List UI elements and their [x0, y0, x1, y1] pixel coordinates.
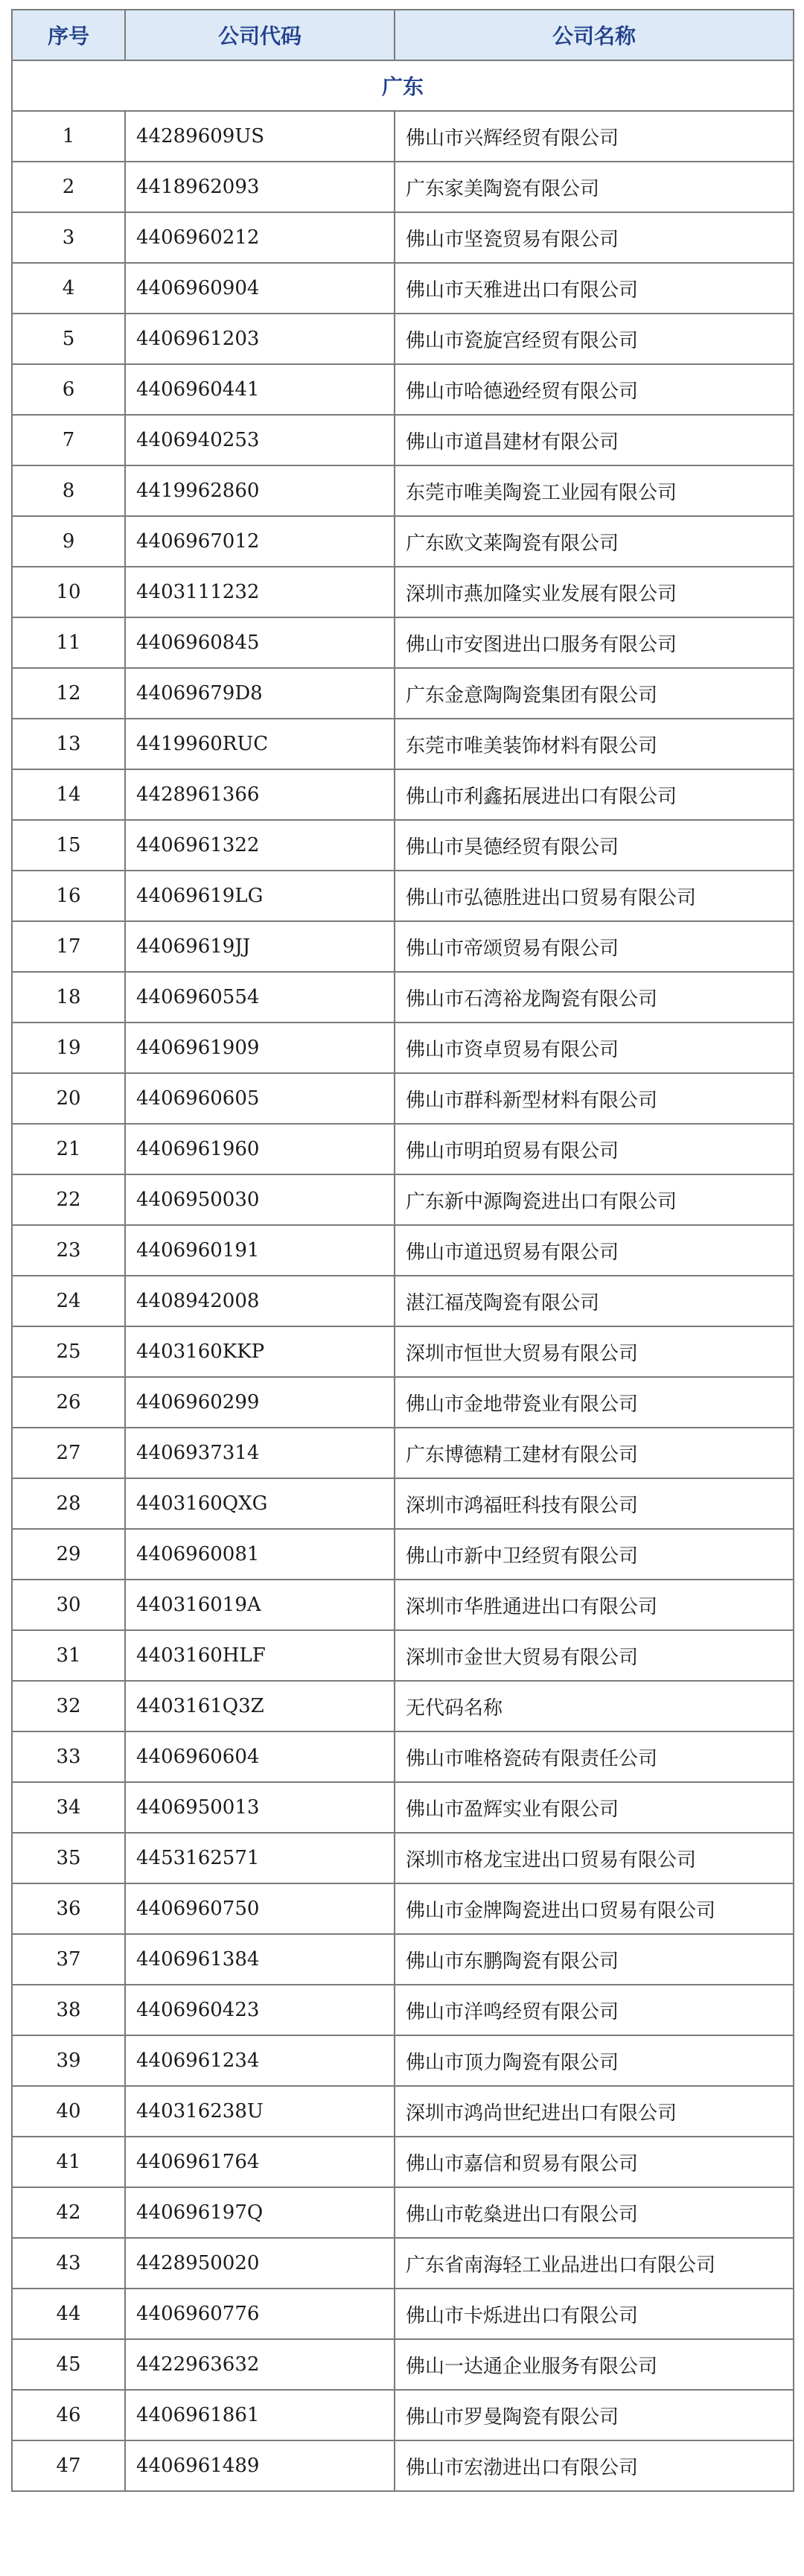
table-row — [12, 921, 794, 972]
row-name: 深圳市格龙宝进出口贸易有限公司 — [395, 1833, 794, 1883]
row-code: 4403160KKP — [125, 1326, 395, 1377]
row-code: 4422963632 — [125, 2339, 395, 2390]
row-code: 440316238U — [125, 2086, 395, 2137]
row-name: 广东博德精工建材有限公司 — [395, 1428, 794, 1478]
row-code: 4428961366 — [125, 769, 395, 820]
table-row — [12, 1681, 794, 1731]
row-code: 4406961203 — [125, 314, 395, 364]
row-code: 4406960904 — [125, 263, 395, 314]
row-code: 44069619LG — [125, 871, 395, 921]
row-code: 440696197Q — [125, 2187, 395, 2238]
table-row — [12, 719, 794, 769]
table-row — [12, 1580, 794, 1630]
table-row — [12, 1883, 794, 1934]
header-name: 公司名称 — [395, 10, 794, 60]
row-index: 20 — [12, 1073, 125, 1124]
row-index: 29 — [12, 1529, 125, 1580]
row-name: 佛山市弘德胜进出口贸易有限公司 — [395, 871, 794, 921]
row-code: 4406960212 — [125, 212, 395, 263]
row-index: 37 — [12, 1934, 125, 1985]
row-code: 4428950020 — [125, 2238, 395, 2289]
row-name: 佛山市道迅贸易有限公司 — [395, 1225, 794, 1276]
table-row — [12, 1934, 794, 1985]
row-code: 4406950030 — [125, 1174, 395, 1225]
section-row — [12, 60, 794, 111]
row-index: 13 — [12, 719, 125, 769]
table-row — [12, 415, 794, 465]
table-row — [12, 364, 794, 415]
row-code: 4406960750 — [125, 1883, 395, 1934]
row-code: 4406960423 — [125, 1985, 395, 2035]
table-row — [12, 1428, 794, 1478]
row-name: 佛山市金牌陶瓷进出口贸易有限公司 — [395, 1883, 794, 1934]
row-name: 佛山市金地带瓷业有限公司 — [395, 1377, 794, 1428]
row-name: 佛山市嘉信和贸易有限公司 — [395, 2137, 794, 2187]
table-row — [12, 1073, 794, 1124]
table-row — [12, 314, 794, 364]
row-name: 深圳市华胜通进出口有限公司 — [395, 1580, 794, 1630]
row-index: 23 — [12, 1225, 125, 1276]
row-name: 东莞市唯美陶瓷工业园有限公司 — [395, 465, 794, 516]
row-name: 东莞市唯美装饰材料有限公司 — [395, 719, 794, 769]
row-name: 湛江福茂陶瓷有限公司 — [395, 1276, 794, 1326]
row-name: 佛山市资卓贸易有限公司 — [395, 1023, 794, 1073]
row-name: 广东家美陶瓷有限公司 — [395, 162, 794, 212]
header-code: 公司代码 — [125, 10, 395, 60]
row-code: 4403111232 — [125, 567, 395, 617]
row-name: 佛山市宏渤进出口有限公司 — [395, 2440, 794, 2491]
table-row — [12, 972, 794, 1023]
table-row — [12, 2187, 794, 2238]
row-name: 佛山市石湾裕龙陶瓷有限公司 — [395, 972, 794, 1023]
table-row — [12, 2440, 794, 2491]
row-index: 7 — [12, 415, 125, 465]
row-name: 佛山市兴辉经贸有限公司 — [395, 111, 794, 162]
row-code: 4418962093 — [125, 162, 395, 212]
table-row — [12, 111, 794, 162]
row-code: 4406961960 — [125, 1124, 395, 1174]
table-row — [12, 516, 794, 567]
row-code: 4406937314 — [125, 1428, 395, 1478]
row-index: 36 — [12, 1883, 125, 1934]
row-index: 40 — [12, 2086, 125, 2137]
table-row — [12, 1529, 794, 1580]
row-code: 4419960RUC — [125, 719, 395, 769]
row-name: 佛山市天雅进出口有限公司 — [395, 263, 794, 314]
row-code: 4406960845 — [125, 617, 395, 668]
row-name: 佛山市道昌建材有限公司 — [395, 415, 794, 465]
row-name: 佛山市罗曼陶瓷有限公司 — [395, 2390, 794, 2440]
row-index: 22 — [12, 1174, 125, 1225]
row-code: 4403160HLF — [125, 1630, 395, 1681]
row-name: 深圳市鸿福旺科技有限公司 — [395, 1478, 794, 1529]
row-code: 4406961322 — [125, 820, 395, 871]
row-index: 1 — [12, 111, 125, 162]
row-index: 35 — [12, 1833, 125, 1883]
row-code: 44289609US — [125, 111, 395, 162]
row-code: 4406961861 — [125, 2390, 395, 2440]
table-header — [12, 10, 794, 60]
table-body — [12, 60, 794, 2491]
row-index: 8 — [12, 465, 125, 516]
row-name: 佛山市新中卫经贸有限公司 — [395, 1529, 794, 1580]
row-code: 4403160QXG — [125, 1478, 395, 1529]
table-row — [12, 2289, 794, 2339]
row-index: 41 — [12, 2137, 125, 2187]
row-name: 佛山市顶力陶瓷有限公司 — [395, 2035, 794, 2086]
table-row — [12, 1630, 794, 1681]
row-index: 9 — [12, 516, 125, 567]
row-index: 14 — [12, 769, 125, 820]
row-name: 佛山市东鹏陶瓷有限公司 — [395, 1934, 794, 1985]
row-code: 4408942008 — [125, 1276, 395, 1326]
section-title: 广东 — [12, 60, 794, 111]
table-row — [12, 1326, 794, 1377]
row-name: 佛山市群科新型材料有限公司 — [395, 1073, 794, 1124]
row-code: 4406961909 — [125, 1023, 395, 1073]
row-index: 31 — [12, 1630, 125, 1681]
row-index: 25 — [12, 1326, 125, 1377]
table-row — [12, 1833, 794, 1883]
table-row — [12, 1377, 794, 1428]
row-index: 16 — [12, 871, 125, 921]
row-name: 佛山市帝颂贸易有限公司 — [395, 921, 794, 972]
row-code: 4406960604 — [125, 1731, 395, 1782]
row-index: 42 — [12, 2187, 125, 2238]
row-name: 佛山市利鑫拓展进出口有限公司 — [395, 769, 794, 820]
row-index: 33 — [12, 1731, 125, 1782]
row-index: 47 — [12, 2440, 125, 2491]
table-row — [12, 1174, 794, 1225]
table-row — [12, 1225, 794, 1276]
row-index: 46 — [12, 2390, 125, 2440]
row-name: 佛山市唯格瓷砖有限责任公司 — [395, 1731, 794, 1782]
table-row — [12, 2137, 794, 2187]
table-row — [12, 1023, 794, 1073]
row-code: 4419962860 — [125, 465, 395, 516]
row-code: 4406960441 — [125, 364, 395, 415]
row-name: 佛山市昊德经贸有限公司 — [395, 820, 794, 871]
row-name: 佛山市洋鸣经贸有限公司 — [395, 1985, 794, 2035]
row-index: 10 — [12, 567, 125, 617]
row-index: 43 — [12, 2238, 125, 2289]
row-code: 4453162571 — [125, 1833, 395, 1883]
row-name: 深圳市金世大贸易有限公司 — [395, 1630, 794, 1681]
row-index: 32 — [12, 1681, 125, 1731]
table-row — [12, 871, 794, 921]
row-index: 44 — [12, 2289, 125, 2339]
row-index: 21 — [12, 1124, 125, 1174]
row-index: 19 — [12, 1023, 125, 1073]
row-name: 佛山市卡烁进出口有限公司 — [395, 2289, 794, 2339]
row-index: 45 — [12, 2339, 125, 2390]
table-row — [12, 212, 794, 263]
row-name: 广东欧文莱陶瓷有限公司 — [395, 516, 794, 567]
row-index: 3 — [12, 212, 125, 263]
row-code: 4403161Q3Z — [125, 1681, 395, 1731]
table-row — [12, 1985, 794, 2035]
table-row — [12, 1276, 794, 1326]
row-code: 44069619JJ — [125, 921, 395, 972]
row-name: 深圳市恒世大贸易有限公司 — [395, 1326, 794, 1377]
row-name: 广东新中源陶瓷进出口有限公司 — [395, 1174, 794, 1225]
table-row — [12, 1478, 794, 1529]
row-name: 佛山市哈德逊经贸有限公司 — [395, 364, 794, 415]
row-index: 6 — [12, 364, 125, 415]
row-code: 4406960776 — [125, 2289, 395, 2339]
row-name: 佛山市明珀贸易有限公司 — [395, 1124, 794, 1174]
row-code: 44069679D8 — [125, 668, 395, 719]
table-row — [12, 2238, 794, 2289]
row-name: 佛山市安图进出口服务有限公司 — [395, 617, 794, 668]
row-name: 广东省南海轻工业品进出口有限公司 — [395, 2238, 794, 2289]
table-row — [12, 2339, 794, 2390]
row-code: 4406960554 — [125, 972, 395, 1023]
table-row — [12, 617, 794, 668]
row-code: 4406961489 — [125, 2440, 395, 2491]
row-code: 4406960081 — [125, 1529, 395, 1580]
row-index: 5 — [12, 314, 125, 364]
table-row — [12, 1124, 794, 1174]
table-row — [12, 567, 794, 617]
row-index: 17 — [12, 921, 125, 972]
row-index: 15 — [12, 820, 125, 871]
header-index: 序号 — [12, 10, 125, 60]
row-name: 佛山市坚瓷贸易有限公司 — [395, 212, 794, 263]
row-name: 深圳市燕加隆实业发展有限公司 — [395, 567, 794, 617]
row-name: 佛山一达通企业服务有限公司 — [395, 2339, 794, 2390]
row-index: 30 — [12, 1580, 125, 1630]
table-row — [12, 668, 794, 719]
table-row — [12, 1731, 794, 1782]
row-index: 12 — [12, 668, 125, 719]
row-index: 11 — [12, 617, 125, 668]
table-row — [12, 2035, 794, 2086]
row-index: 34 — [12, 1782, 125, 1833]
row-index: 24 — [12, 1276, 125, 1326]
row-index: 26 — [12, 1377, 125, 1428]
row-name: 佛山市乾燊进出口有限公司 — [395, 2187, 794, 2238]
table-row — [12, 769, 794, 820]
table-row — [12, 2086, 794, 2137]
row-name: 深圳市鸿尚世纪进出口有限公司 — [395, 2086, 794, 2137]
row-code: 4406961234 — [125, 2035, 395, 2086]
table-row — [12, 1782, 794, 1833]
row-name: 佛山市瓷旋宫经贸有限公司 — [395, 314, 794, 364]
row-index: 18 — [12, 972, 125, 1023]
table-row — [12, 820, 794, 871]
table-row — [12, 162, 794, 212]
company-table — [11, 9, 794, 2492]
row-code: 4406940253 — [125, 415, 395, 465]
table-row — [12, 465, 794, 516]
row-name: 无代码名称 — [395, 1681, 794, 1731]
row-code: 4406967012 — [125, 516, 395, 567]
row-code: 4406961384 — [125, 1934, 395, 1985]
row-code: 4406960191 — [125, 1225, 395, 1276]
row-code: 4406950013 — [125, 1782, 395, 1833]
table-row — [12, 263, 794, 314]
row-name: 佛山市盈辉实业有限公司 — [395, 1782, 794, 1833]
row-code: 4406960605 — [125, 1073, 395, 1124]
header-row — [12, 10, 794, 60]
row-name: 广东金意陶陶瓷集团有限公司 — [395, 668, 794, 719]
row-code: 4406961764 — [125, 2137, 395, 2187]
row-code: 4406960299 — [125, 1377, 395, 1428]
row-index: 2 — [12, 162, 125, 212]
row-index: 28 — [12, 1478, 125, 1529]
row-index: 27 — [12, 1428, 125, 1478]
table-row — [12, 2390, 794, 2440]
row-code: 440316019A — [125, 1580, 395, 1630]
row-index: 4 — [12, 263, 125, 314]
row-index: 38 — [12, 1985, 125, 2035]
row-index: 39 — [12, 2035, 125, 2086]
